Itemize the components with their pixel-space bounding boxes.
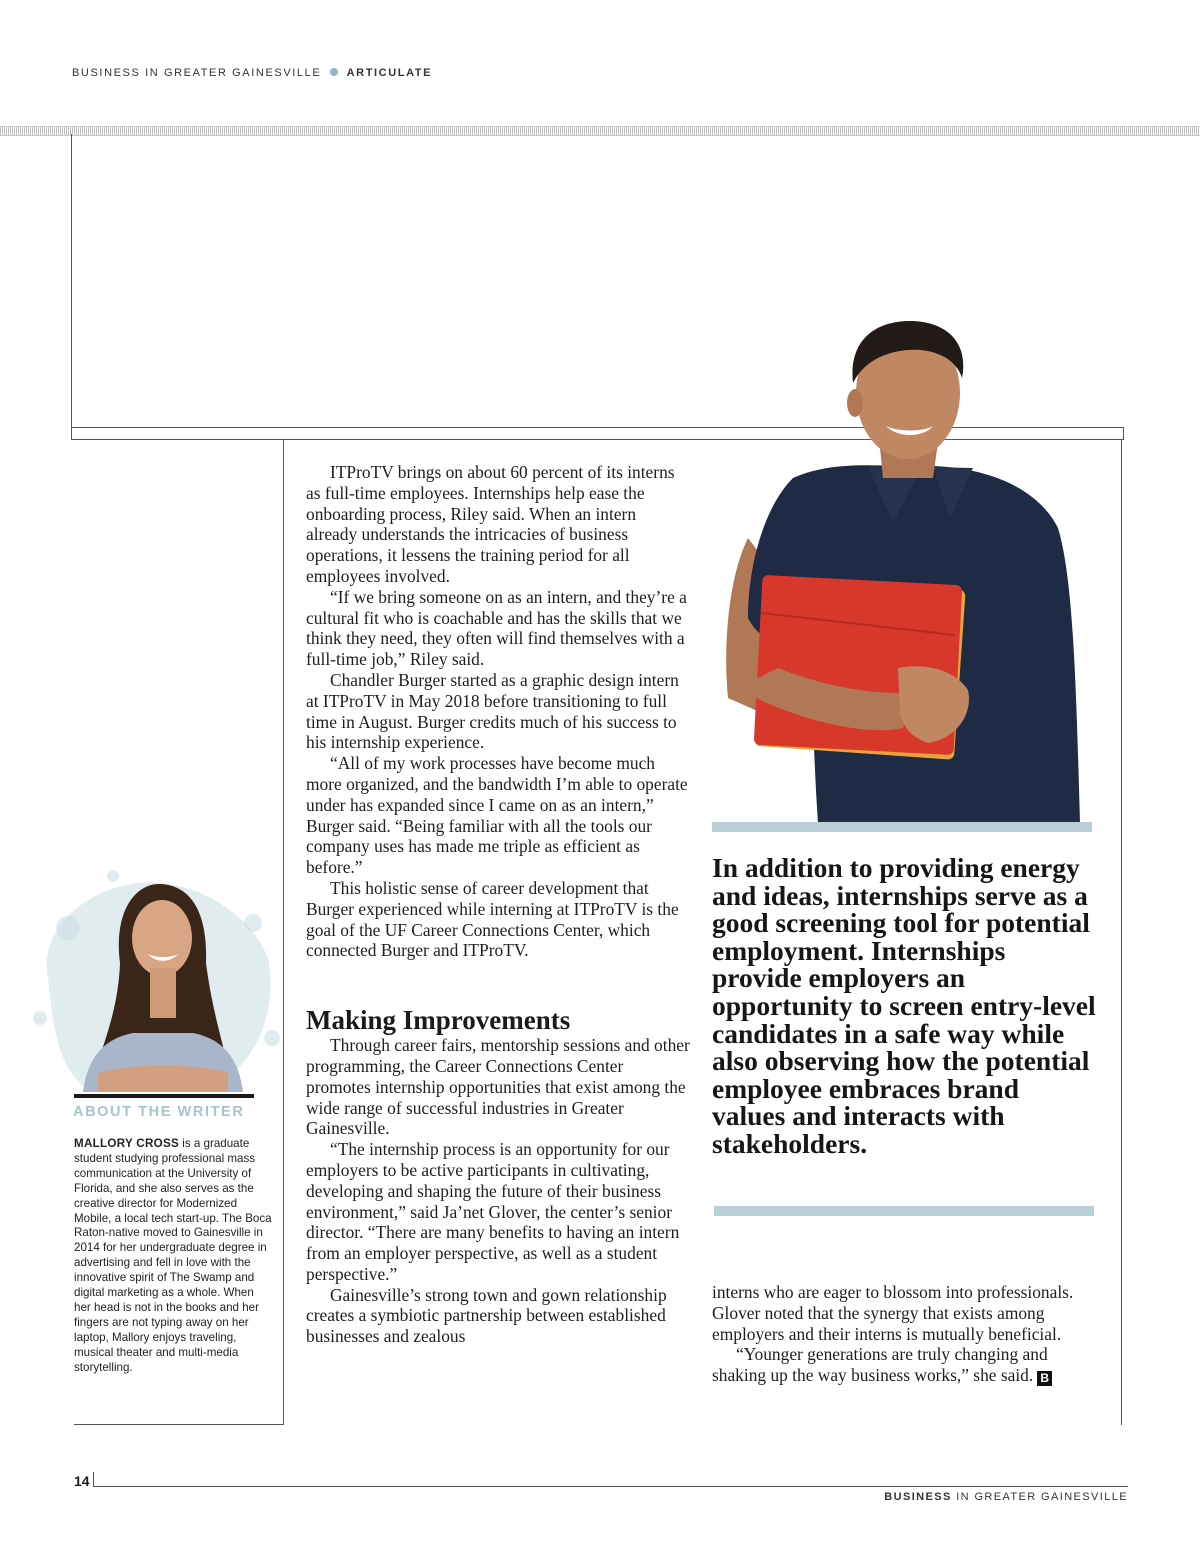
paragraph: Through career fairs, mentorship sessions and other programming, the Career Connections Center promotes internship opportunities that exist among the wide range of successful industries in Greater Gainesville. xyxy=(306,1035,690,1139)
pullquote-bottom-bar xyxy=(714,1206,1094,1216)
frame-right-end xyxy=(1123,427,1124,440)
paragraph: “The internship process is an opportunity for our employers to be active participants in cultivating, developing and shaping the future of their business environment,” said Ja’net Glover, the center’s senior director. “There are many benefits to having an intern from an employer perspective, as well as a student perspective.” xyxy=(306,1139,680,1284)
frame-left-top xyxy=(71,134,72,439)
paragraph: Chandler Burger started as a graphic design intern at ITProTV in May 2018 before transitioning to full time in August. Burger credits much of his success to his internship experience. xyxy=(306,669,679,753)
paragraph: “All of my work processes have become much more organized, and the bandwidth I’m able to operate under has expanded since I came on as an intern,” Burger said. “Being familiar with all the tools our company uses has made me triple as efficient as before.” xyxy=(306,753,688,878)
writer-name: MALLORY CROSS xyxy=(74,1137,180,1150)
pull-quote: In addition to providing energy and ideas, internships serve as a good screening tool for potential employment. Internships provide employers an opportunity to screen entry-level candidates in a safe way while also observing how the potential employee embraces brand values and interacts with stakeholders. xyxy=(712,852,1096,1159)
neck xyxy=(150,968,176,1018)
footer-publication-rest: IN GREATER GAINESVILLE xyxy=(956,1491,1128,1503)
header-rule-band xyxy=(0,126,1200,136)
bullet-dot-icon xyxy=(330,68,338,76)
writer-bio-text: is a graduate student studying professional mass communication at the University of Florida, and she also serves as the creative director for Modernized Mobile, a local tech start-up. The Boca Raton-native moved to Gainesville in 2014 for her undergraduate degree in advertising and fell in love with the innovative spirit of The Swamp and digital marketing as a whole. When her head is not in the books and her fingers are not typing away on her laptop, Mallory enjoys traveling, musical theater and multi-media storytelling. xyxy=(74,1137,272,1374)
footer-publication xyxy=(884,1491,1128,1503)
sidebar-divider xyxy=(283,439,284,1425)
closing-paragraph xyxy=(712,1344,1094,1386)
about-the-writer-label: ABOUT THE WRITER xyxy=(73,1104,245,1120)
sidebar-bottom-rule xyxy=(74,1424,284,1425)
ear xyxy=(847,389,863,417)
frame-right-long xyxy=(1121,439,1122,1425)
arms xyxy=(98,1066,228,1093)
footer-rule xyxy=(93,1486,1128,1487)
paragraph-continued: interns who are eager to blossom into professionals. Glover noted that the synergy that exists among employers and their interns is mutually beneficial. xyxy=(712,1282,1074,1344)
portrait-base-rule xyxy=(74,1094,254,1098)
writer-portrait xyxy=(28,868,280,1096)
pullquote-top-bar xyxy=(712,822,1092,832)
end-mark-icon: B xyxy=(1037,1371,1052,1386)
footer-tick xyxy=(93,1472,94,1486)
paragraph: Gainesville’s strong town and gown relationship creates a symbiotic partnership between established businesses and zealous xyxy=(306,1284,667,1347)
running-header xyxy=(72,67,432,79)
publication-name: BUSINESS IN GREATER GAINESVILLE xyxy=(72,67,322,79)
face xyxy=(132,900,192,976)
paragraph: This holistic sense of career development that Burger experienced while interning at ITProTV is the goal of the UF Career Connections Center, which connected Burger and ITProTV. xyxy=(306,877,679,961)
paragraph: ITProTV brings on about 60 percent of its interns as full-time employees. Internships help ease the onboarding process, Riley said. When an intern already understands the intricacies of business operations, it lessens the training period for all employees involved. xyxy=(306,462,675,586)
article-column-1 xyxy=(306,462,690,1347)
footer-publication-bold: BUSINESS xyxy=(884,1491,952,1503)
page-number: 14 xyxy=(74,1473,90,1489)
subhead: Making Improvements xyxy=(306,1005,571,1036)
article-column-2 xyxy=(712,1282,1094,1386)
closing-text: “Younger generations are truly changing and shaking up the way business works,” she said. xyxy=(712,1344,1048,1386)
section-name: ARTICULATE xyxy=(346,67,433,79)
photo-man-with-folder xyxy=(718,318,1098,823)
writer-bio xyxy=(74,1137,272,1376)
paragraph: “If we bring someone on as an intern, and they’re a cultural fit who is coachable and has the skills that we think they need, they often will find themselves with a full-time job,” Riley said. xyxy=(306,586,687,670)
